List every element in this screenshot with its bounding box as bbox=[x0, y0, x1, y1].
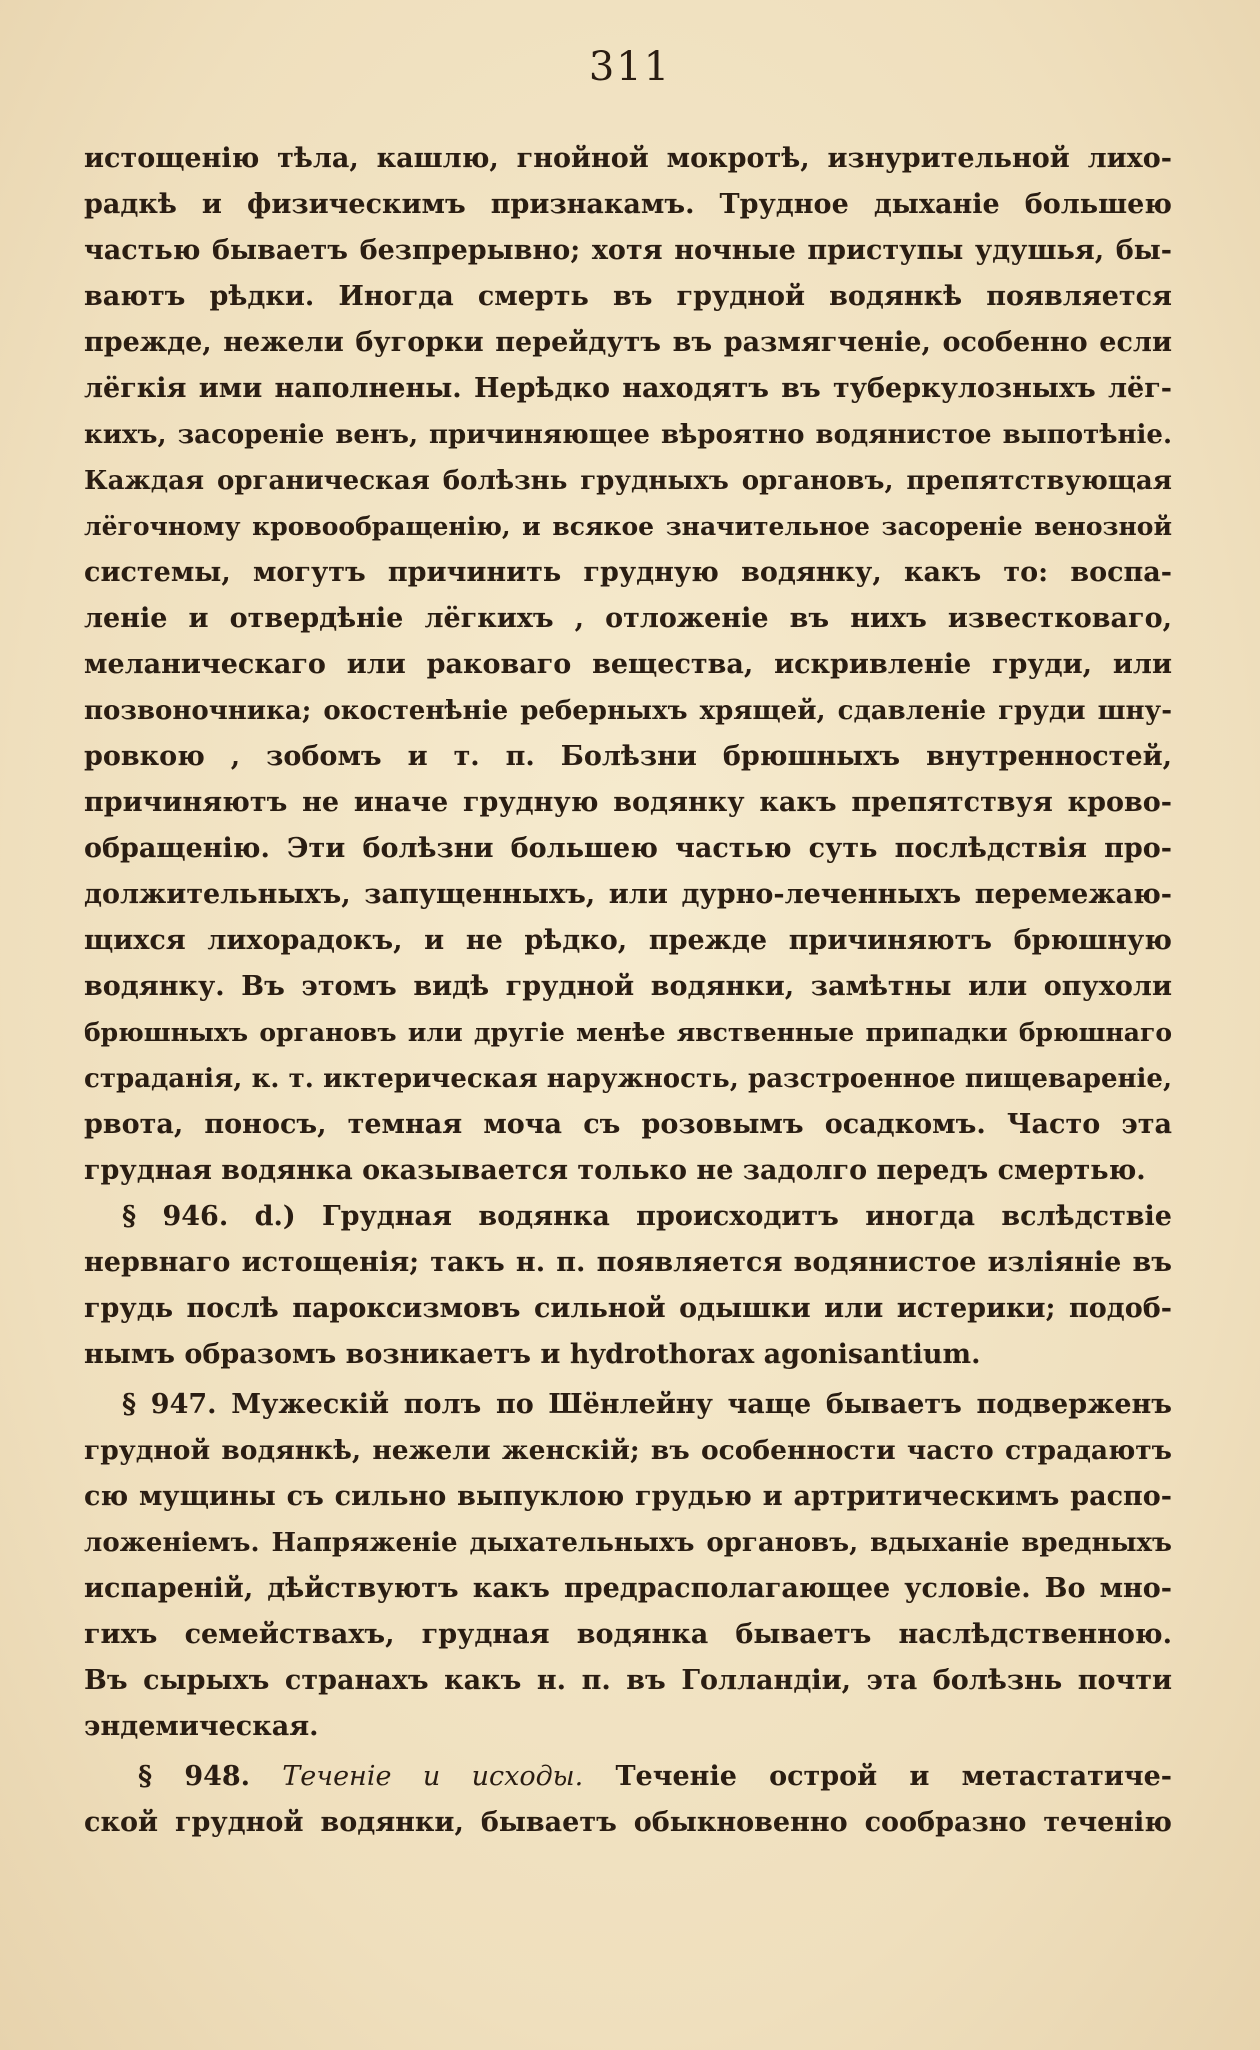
text-line: страданія, к. т. иктерическая наружность, разстроенное пищевареніе, bbox=[84, 1064, 1172, 1094]
section-948-start bbox=[138, 1753, 1172, 1801]
text-line: рвота, поносъ, темная моча съ розовымъ осадкомъ. Часто эта bbox=[84, 1109, 1172, 1140]
text-line: кихъ, засореніе венъ, причиняющее вѣроятно водянистое выпотѣніе. bbox=[84, 420, 1172, 450]
section-heading: Теченіе и исходы. bbox=[282, 1761, 584, 1792]
text-line: нымъ образомъ возникаетъ и hydrothorax agonisantium. bbox=[84, 1339, 981, 1370]
text-line: частью бываетъ безпрерывно; хотя ночные приступы удушья, бы- bbox=[84, 235, 1172, 266]
page-number: 311 bbox=[588, 44, 672, 90]
text-line: грудная водянка оказывается только не задолго передъ смертью. bbox=[84, 1155, 1146, 1186]
text-line: грудной водянкѣ, нежели женскій; въ особенности часто страдаютъ bbox=[84, 1435, 1172, 1466]
text-line: ваютъ рѣдки. Иногда смерть въ грудной водянкѣ появляется bbox=[84, 281, 1172, 312]
text-line: лёгочному кровообращенію, и всякое значительное засореніе венозной bbox=[84, 512, 1172, 541]
text-line: ской грудной водянки, бываетъ обыкновенно сообразно теченію bbox=[84, 1807, 1172, 1838]
text-line: грудь послѣ пароксизмовъ сильной одышки или истерики; подоб- bbox=[84, 1293, 1172, 1324]
text-line: Каждая органическая болѣзнь грудныхъ органовъ, препятствующая bbox=[84, 466, 1172, 496]
text-line: радкѣ и физическимъ признакамъ. Трудное дыханіе большею bbox=[84, 189, 1172, 220]
text-line: причиняютъ не иначе грудную водянку какъ препятствуя крово- bbox=[84, 787, 1172, 818]
text-line: ровкою , зобомъ и т. п. Болѣзни брюшныхъ внутренностей, bbox=[84, 741, 1172, 772]
text-line: сю мущины съ сильно выпуклою грудью и артритическимъ распо- bbox=[84, 1481, 1172, 1512]
text-line: истощенію тѣла, кашлю, гнойной мокротѣ, изнурительной лихо- bbox=[84, 143, 1172, 174]
text-line: системы, могутъ причинить грудную водянку, какъ то: воспа- bbox=[84, 557, 1172, 588]
text-line: Въ сырыхъ странахъ какъ н. п. въ Голландіи, эта болѣзнь почти bbox=[84, 1665, 1172, 1696]
text-line: ложеніемъ. Напряженіе дыхательныхъ органовъ, вдыханіе вредныхъ bbox=[84, 1528, 1172, 1558]
text-line: брюшныхъ органовъ или другіе менѣе явственные припадки брюшнаго bbox=[84, 1018, 1172, 1047]
section-text: Теченіе острой и метастатиче- bbox=[615, 1761, 1172, 1792]
section-946-start: § 946. d.) Грудная водянка происходитъ иногда вслѣдствіе bbox=[122, 1201, 1172, 1232]
text-line: эндемическая. bbox=[84, 1711, 319, 1742]
text-line: гихъ семействахъ, грудная водянка бываетъ наслѣдственною. bbox=[84, 1619, 1172, 1650]
section-947-start: § 947. Мужескій полъ по Шёнлейну чаще бываетъ подверженъ bbox=[122, 1389, 1172, 1420]
text-line: меланическаго или раковаго вещества, искривленіе груди, или bbox=[84, 649, 1172, 680]
text-line: обращенію. Эти болѣзни большею частью суть послѣдствія про- bbox=[84, 833, 1172, 864]
text-line: должительныхъ, запущенныхъ, или дурно-леченныхъ перемежаю- bbox=[84, 879, 1172, 910]
text-line: нервнаго истощенія; такъ н. п. появляется водянистое изліяніе въ bbox=[84, 1247, 1172, 1278]
text-line: лёгкія ими наполнены. Нерѣдко находятъ въ туберкулозныхъ лёг- bbox=[84, 373, 1172, 404]
section-number: § 948. bbox=[138, 1761, 251, 1792]
text-line: позвоночника; окостенѣніе реберныхъ хрящей, сдавленіе груди шну- bbox=[84, 696, 1172, 726]
text-line: леніе и отвердѣніе лёгкихъ , отложеніе въ нихъ известковаго, bbox=[84, 603, 1172, 634]
text-line: испареній, дѣйствуютъ какъ предрасполагающее условіе. Во мно- bbox=[84, 1573, 1172, 1604]
text-line: щихся лихорадокъ, и не рѣдко, прежде причиняютъ брюшную bbox=[84, 925, 1172, 956]
text-line: прежде, нежели бугорки перейдутъ въ размягченіе, особенно если bbox=[84, 327, 1172, 358]
text-line: водянку. Въ этомъ видѣ грудной водянки, замѣтны или опухоли bbox=[84, 971, 1172, 1002]
